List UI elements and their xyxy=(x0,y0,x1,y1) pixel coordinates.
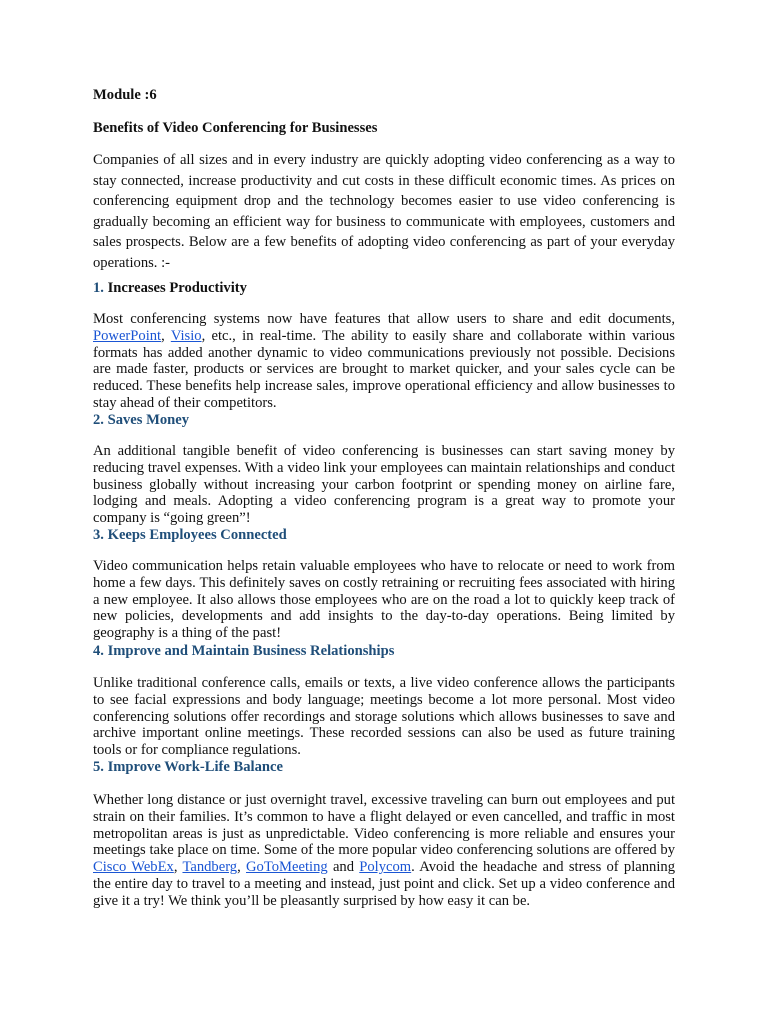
section-1-paragraph xyxy=(93,311,675,412)
section-1-title: Increases Productivity xyxy=(107,280,247,296)
powerpoint-link[interactable]: PowerPoint xyxy=(93,327,162,344)
intro-paragraph: Companies of all sizes and in every industry are quickly adopting video conferencing as a way to stay connected, increase productivity and cut costs in these difficult economic times. As prices on conferencing equipment drop and the technology becomes easier to use video conferencing is gradually becoming an efficient way for business to communicate with employees, customers and sales prospects. Below are a few benefits of adopting video conferencing as part of your everyday operations. :- xyxy=(93,152,675,271)
module-label: Module :6 xyxy=(93,87,157,103)
section-4-heading: 4. Improve and Maintain Business Relationships xyxy=(93,643,395,659)
section-3-paragraph: Video communication helps retain valuable employees who have to relocate or need to work from home a few days. This definitely saves on costly retraining or recruiting fees associated with hiring a new employee. It also allows those employees who are on the road a lot to quickly keep track of new policies, developments and add insights to the day-to-day operations. Being limited by geography is a thing of the past! xyxy=(93,558,675,642)
section-5-sep-3: and xyxy=(327,859,360,876)
section-1-heading xyxy=(93,280,675,297)
polycom-link[interactable]: Polycom xyxy=(359,859,412,876)
section-5-text-b: . Avoid the headache and stress of planning the entire day to travel to a meeting and instead, just point and click. Set up a video conference and give it a try! We think you’ll be pleasantly surprised by how easy it can be. xyxy=(93,859,675,909)
section-4-paragraph: Unlike traditional conference calls, emails or texts, a live video conference allows the participants to see facial expressions and body language; meetings become a lot more personal. Most video conferencing solutions offer recordings and storage solutions which allows businesses to save and archive important online meetings. These recorded sessions can also be used as future training tools or for compliance regulations. xyxy=(93,675,675,759)
section-5-sep-2: , xyxy=(237,859,247,876)
document-title: Benefits of Video Conferencing for Businesses xyxy=(93,120,378,136)
section-1-sep: , xyxy=(161,327,171,344)
cisco-webex-link[interactable]: Cisco WebEx xyxy=(93,859,174,876)
section-1-text-a: Most conferencing systems now have features that allow users to share and edit documents, xyxy=(93,311,675,327)
section-2-heading: 2. Saves Money xyxy=(93,412,190,428)
section-5-paragraph xyxy=(93,792,675,910)
visio-link[interactable]: Visio xyxy=(170,327,202,344)
section-3-heading: 3. Keeps Employees Connected xyxy=(93,527,287,543)
section-5-text-a: Whether long distance or just overnight travel, excessive traveling can burn out employees and put strain on their families. It’s common to have a flight delayed or even cancelled, and traffic in most metropolitan areas is just as unpredictable. Video conferencing is more reliable and ensures your meetings take place on time. Some of the more popular video conferencing solutions are offered by xyxy=(93,792,675,859)
section-1-text-b: , etc., in real-time. The ability to easily share and collaborate within various formats has added another dynamic to video communications previously not possible. Decisions are made faster, products or services are brought to market quicker, and your sales cycle can be reduced. These benefits help increase sales, improve operational efficiency and allow businesses to stay ahead of their competitors. xyxy=(93,327,675,411)
section-5-sep-1: , xyxy=(173,859,183,876)
gotomeeting-link[interactable]: GoToMeeting xyxy=(246,859,328,876)
section-2-paragraph: An additional tangible benefit of video conferencing is businesses can start saving money by reducing travel expenses. With a video link your employees can maintain relationships and conduct business globally without increasing your carbon footprint or spending money on airline fare, lodging and meals. Adopting a video conferencing program is a great way to promote your company is “going green”! xyxy=(93,443,675,527)
section-5-heading: 5. Improve Work-Life Balance xyxy=(93,759,283,775)
section-1-number: 1. xyxy=(93,280,104,296)
tandberg-link[interactable]: Tandberg xyxy=(182,859,238,876)
